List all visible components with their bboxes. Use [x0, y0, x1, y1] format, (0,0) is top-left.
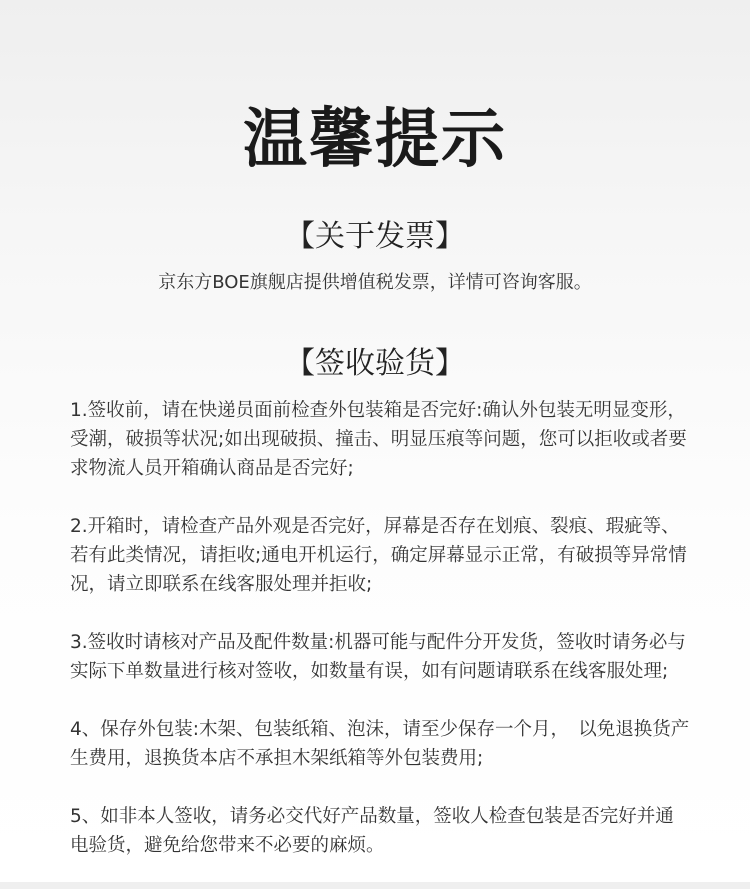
receipt-heading: 【签收验货】 [285, 346, 465, 381]
receipt-item-1: 1.签收前，请在快递员面前检查外包装箱是否完好:确认外包装无明显变形，受潮，破损等状况;如出现破损、撞击、明显压痕等问题，您可以拒收或者要求物流人员开箱确认商品是否完好; [70, 400, 687, 479]
receipt-item-3: 3.签收时请核对产品及配件数量:机器可能与配件分开发货，签收时请务必与实际下单数量进行核对签收，如数量有误，如有问题请联系在线客服处理; [70, 632, 686, 682]
invoice-heading: 【关于发票】 [285, 219, 465, 254]
receipt-item-4: 4、保存外包装:木架、包装纸箱、泡沫，请至少保存一个月， 以免退换货产生费用，退换货本店不承担木架纸箱等外包装费用; [70, 719, 690, 769]
invoice-text: 京东方BOE旗舰店提供增值税发票，详情可咨询客服。 [158, 272, 592, 293]
receipt-item-5: 5、如非本人签收，请务必交代好产品数量，签收人检查包装是否完好并通电验货，避免给您带来不必要的麻烦。 [70, 806, 674, 856]
receipt-list [70, 396, 690, 889]
page-title: 温馨提示 [243, 103, 507, 177]
receipt-item-2: 2.开箱时，请检查产品外观是否完好，屏幕是否存在划痕、裂痕、瑕疵等、若有此类情况，请拒收;通电开机运行，确定屏幕显示正常，有破损等异常情况，请立即联系在线客服处理并拒收; [70, 516, 687, 595]
